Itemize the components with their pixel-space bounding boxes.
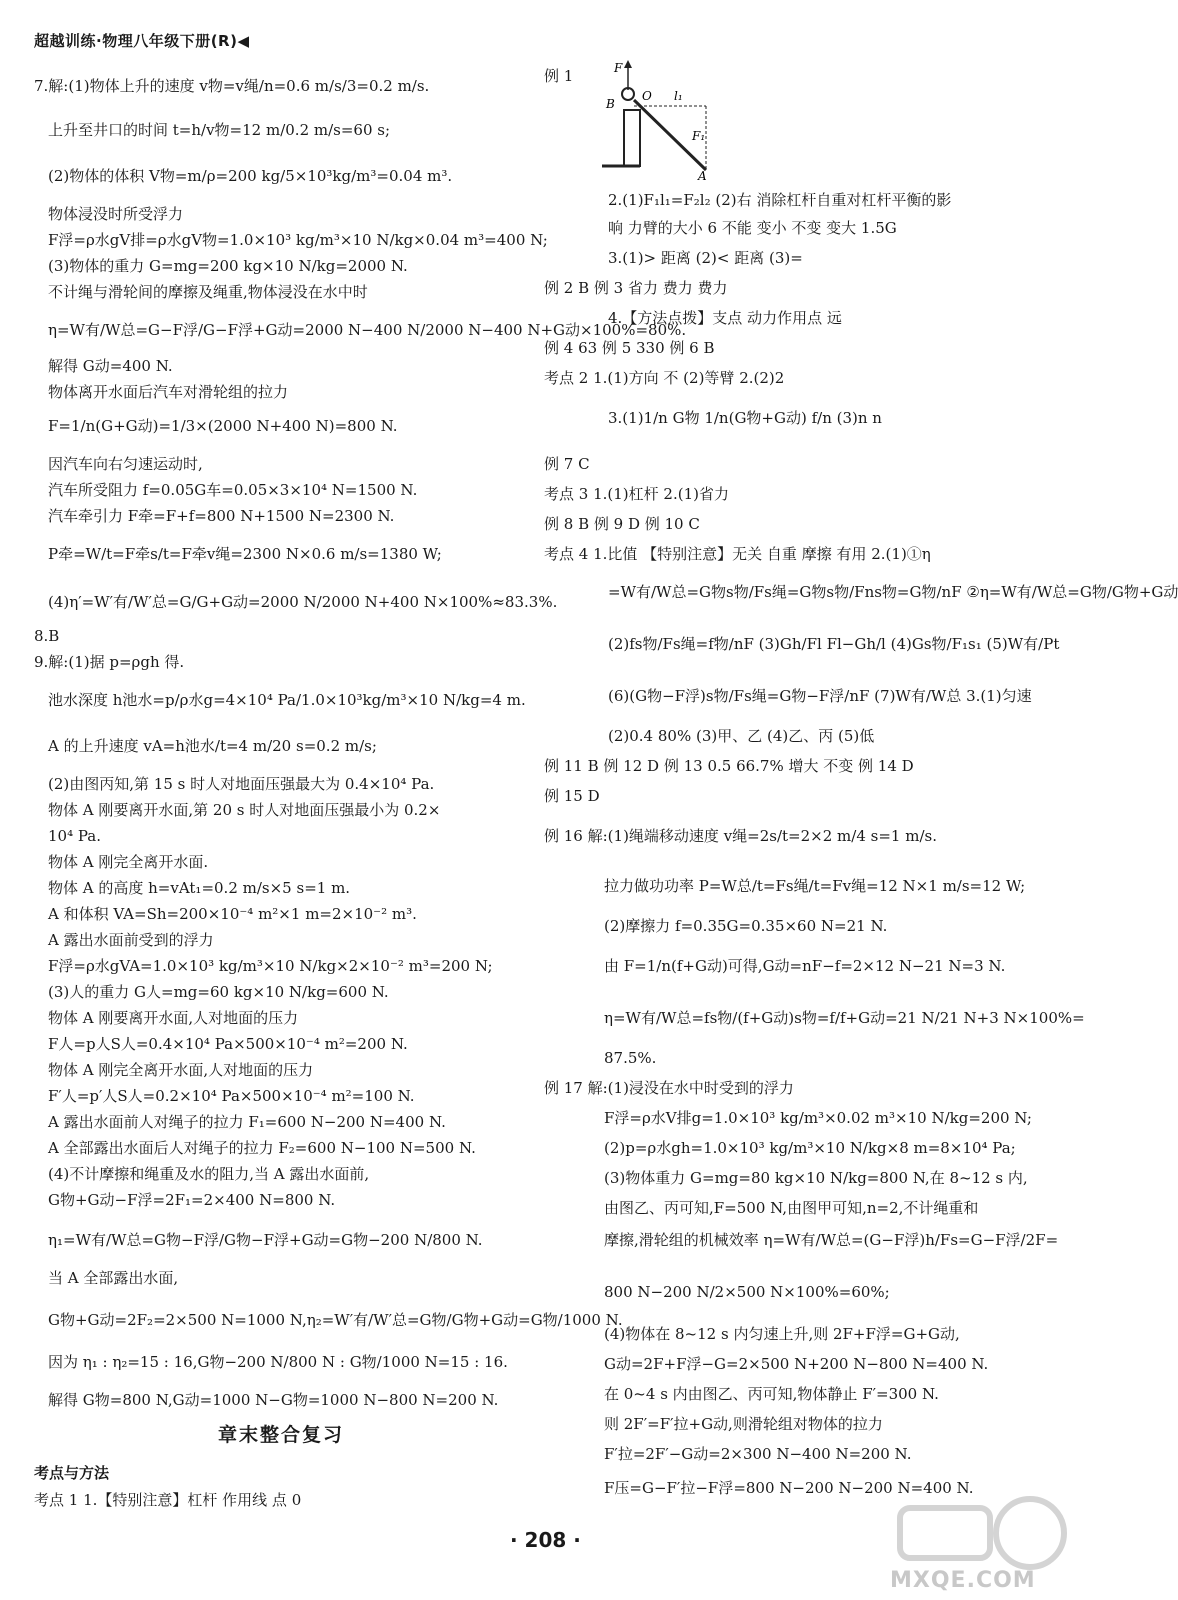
text-line: 拉力做功功率 P=W总/t=Fs绳/t=Fv绳=12 N×1 m/s=12 W; — [604, 877, 1026, 895]
text-line: 例 17 解:(1)浸没在水中时受到的浮力 — [544, 1079, 794, 1097]
text-line: A 露出水面前人对绳子的拉力 F₁=600 N−200 N=400 N. — [48, 1113, 446, 1131]
text-line: 汽车牵引力 F牵=F+f=800 N+1500 N=2300 N. — [48, 507, 395, 525]
text-line: G动=2F+F浮−G=2×500 N+200 N−800 N=400 N. — [604, 1355, 989, 1373]
text-line: (3)物体重力 G=mg=80 kg×10 N/kg=800 N,在 8~12 s 内, — [604, 1169, 1028, 1187]
watermark-text: MXQE.COM — [890, 1568, 1036, 1593]
text-line: (2)fs物/Fs绳=f物/nF (3)Gh/Fl Fl−Gh/l (4)Gs物/F₁s₁ (5)W有/Pt — [608, 635, 1060, 653]
text-line: =W有/W总=G物s物/Fs绳=G物s物/Fns物=G物/nF ②η=W有/W总=G物/G物+G动 — [608, 583, 1178, 601]
text-line: 4.【方法点拨】支点 动力作用点 远 — [608, 309, 842, 327]
label-A: A — [698, 169, 707, 183]
text-line: 800 N−200 N/2×500 N×100%=60%; — [604, 1283, 890, 1301]
text-line: 不计绳与滑轮间的摩擦及绳重,物体浸没在水中时 — [48, 283, 368, 301]
text-line: 物体 A 刚要离开水面,第 20 s 时人对地面压强最小为 0.2× — [48, 801, 441, 819]
text-line: F=1/n(G+G动)=1/3×(2000 N+400 N)=800 N. — [48, 417, 398, 435]
text-line: (3)人的重力 G人=mg=60 kg×10 N/kg=600 N. — [48, 983, 389, 1001]
label-O: O — [642, 89, 652, 103]
text-line: 10⁴ Pa. — [48, 827, 101, 845]
post-shape — [624, 110, 640, 166]
text-line: G物+G动−F浮=2F₁=2×400 N=800 N. — [48, 1191, 336, 1209]
text-line: (2)0.4 80% (3)甲、乙 (4)乙、丙 (5)低 — [608, 727, 875, 745]
text-line: (4)物体在 8~12 s 内匀速上升,则 2F+F浮=G+G动, — [604, 1325, 960, 1343]
text-line: (2)由图丙知,第 15 s 时人对地面压强最大为 0.4×10⁴ Pa. — [48, 775, 435, 793]
text-line: 物体 A 刚要离开水面,人对地面的压力 — [48, 1009, 299, 1027]
chapter-title: 章末整合复习 — [218, 1424, 345, 1446]
text-line: 87.5%. — [604, 1049, 657, 1067]
text-line: 例 11 B 例 12 D 例 13 0.5 66.7% 增大 不变 例 14 D — [544, 757, 914, 775]
text-line: 则 2F′=F′拉+G动,则滑轮组对物体的拉力 — [604, 1415, 883, 1433]
section-title: 考点与方法 — [34, 1464, 110, 1482]
text-line: 考点 1 1.【特别注意】杠杆 作用线 点 0 — [34, 1491, 302, 1509]
text-line: F压=G−F′拉−F浮=800 N−200 N−200 N=400 N. — [604, 1479, 974, 1497]
text-line: 物体浸没时所受浮力 — [48, 205, 184, 223]
text-line: 上升至井口的时间 t=h/v物=12 m/0.2 m/s=60 s; — [48, 121, 391, 139]
text-line: 7.解:(1)物体上升的速度 v物=v绳/n=0.6 m/s/3=0.2 m/s. — [34, 77, 430, 95]
text-line: 解得 G动=400 N. — [48, 357, 173, 375]
text-line: 例 15 D — [544, 787, 600, 805]
text-line: 由图乙、丙可知,F=500 N,由图甲可知,n=2,不计绳重和 — [604, 1199, 979, 1217]
text-line: η=W有/W总=G−F浮/G−F浮+G动=2000 N−400 N/2000 N−400 N+G动×100%=80%. — [48, 321, 687, 339]
text-line: 物体 A 刚完全离开水面. — [48, 853, 209, 871]
text-line: 考点 4 1.比值 【特别注意】无关 自重 摩擦 有用 2.(1)①η — [544, 545, 931, 563]
text-line: 在 0~4 s 内由图乙、丙可知,物体静止 F′=300 N. — [604, 1385, 939, 1403]
text-line: 3.(1)1/n G物 1/n(G物+G动) f/n (3)n n — [608, 409, 882, 427]
text-line: η=W有/W总=fs物/(f+G动)s物=f/f+G动=21 N/21 N+3 N×100%= — [604, 1009, 1085, 1027]
text-line: 因为 η₁ : η₂=15 : 16,G物−200 N/800 N : G物/1000 N=15 : 16. — [48, 1353, 508, 1371]
text-line: (2)摩擦力 f=0.35G=0.35×60 N=21 N. — [604, 917, 888, 935]
lever-figure — [594, 60, 724, 183]
label-l1: l₁ — [674, 89, 683, 103]
text-line: A 和体积 VA=Sh=200×10⁻⁴ m²×1 m=2×10⁻² m³. — [48, 905, 417, 923]
example-label: 例 1 — [544, 67, 574, 85]
text-line: 因汽车向右匀速运动时, — [48, 455, 203, 473]
text-line: 2.(1)F₁l₁=F₂l₂ (2)右 消除杠杆自重对杠杆平衡的影 — [608, 191, 952, 209]
text-line: 例 4 63 例 5 330 例 6 B — [544, 339, 715, 357]
label-F1: F₁ — [692, 129, 706, 143]
text-line: F′人=p′人S人=0.2×10⁴ Pa×500×10⁻⁴ m²=100 N. — [48, 1087, 415, 1105]
text-line: 9.解:(1)据 p=ρgh 得. — [34, 653, 185, 671]
text-line: 解得 G物=800 N,G动=1000 N−G物=1000 N−800 N=200 N. — [48, 1391, 499, 1409]
text-line: (4)η′=W′有/W′总=G/G+G动=2000 N/2000 N+400 N×100%≈83.3%. — [48, 593, 558, 611]
text-line: 摩擦,滑轮组的机械效率 η=W有/W总=(G−F浮)h/Fs=G−F浮/2F= — [604, 1231, 1059, 1249]
text-line: 当 A 全部露出水面, — [48, 1269, 179, 1287]
text-line: 8.B — [34, 627, 60, 645]
page-number: · 208 · — [510, 1528, 581, 1552]
text-line: F人=p人S人=0.4×10⁴ Pa×500×10⁻⁴ m²=200 N. — [48, 1035, 408, 1053]
label-B: B — [606, 97, 615, 111]
text-line: 物体离开水面后汽车对滑轮组的拉力 — [48, 383, 289, 401]
text-line: 例 2 B 例 3 省力 费力 费力 — [544, 279, 728, 297]
text-line: F浮=ρ水gV排=ρ水gV物=1.0×10³ kg/m³×10 N/kg×0.04 m³=400 N; — [48, 231, 548, 249]
text-line: 3.(1)> 距离 (2)< 距离 (3)= — [608, 249, 803, 267]
text-line: A 露出水面前受到的浮力 — [48, 931, 214, 949]
text-line: 例 7 C — [544, 455, 590, 473]
text-line: (2)p=ρ水gh=1.0×10³ kg/m³×10 N/kg×8 m=8×10⁴ Pa; — [604, 1139, 1016, 1157]
text-line: F浮=ρ水V排g=1.0×10³ kg/m³×0.02 m³×10 N/kg=200 N; — [604, 1109, 1032, 1127]
text-line: (2)物体的体积 V物=m/ρ=200 kg/5×10³kg/m³=0.04 m³. — [48, 167, 453, 185]
text-line: (4)不计摩擦和绳重及水的阻力,当 A 露出水面前, — [48, 1165, 370, 1183]
text-line: 考点 2 1.(1)方向 不 (2)等臂 2.(2)2 — [544, 369, 785, 387]
text-line: (3)物体的重力 G=mg=200 kg×10 N/kg=2000 N. — [48, 257, 408, 275]
text-line: F浮=ρ水gVA=1.0×10³ kg/m³×10 N/kg×2×10⁻² m³=200 N; — [48, 957, 493, 975]
text-line: 池水深度 h池水=p/ρ水g=4×10⁴ Pa/1.0×10³kg/m³×10 N/kg=4 m. — [48, 691, 526, 709]
page-header: 超越训练·物理八年级下册(R)◀ — [34, 32, 250, 50]
label-F: F — [614, 61, 623, 75]
text-line: η₁=W有/W总=G物−F浮/G物−F浮+G动=G物−200 N/800 N. — [48, 1231, 483, 1249]
text-line: A 的上升速度 vA=h池水/t=4 m/20 s=0.2 m/s; — [48, 737, 377, 755]
text-line: F′拉=2F′−G动=2×300 N−400 N=200 N. — [604, 1445, 912, 1463]
text-line: 物体 A 刚完全离开水面,人对地面的压力 — [48, 1061, 314, 1079]
text-line: 响 力臂的大小 6 不能 变小 不变 变大 1.5G — [608, 219, 897, 237]
text-line: G物+G动=2F₂=2×500 N=1000 N,η₂=W′有/W′总=G物/G物+G动=G物/1000 N. — [48, 1311, 623, 1329]
text-line: 例 8 B 例 9 D 例 10 C — [544, 515, 700, 533]
text-line: A 全部露出水面后人对绳子的拉力 F₂=600 N−100 N=500 N. — [48, 1139, 476, 1157]
text-line: P牵=W/t=F牵s/t=F牵v绳=2300 N×0.6 m/s=1380 W; — [48, 545, 442, 563]
text-line: 汽车所受阻力 f=0.05G车=0.05×3×10⁴ N=1500 N. — [48, 481, 418, 499]
arrow-head — [624, 60, 632, 68]
text-line: 例 16 解:(1)绳端移动速度 v绳=2s/t=2×2 m/4 s=1 m/s. — [544, 827, 937, 845]
text-line: 由 F=1/n(f+G动)可得,G动=nF−f=2×12 N−21 N=3 N. — [604, 957, 1006, 975]
text-line: (6)(G物−F浮)s物/Fs绳=G物−F浮/nF (7)W有/W总 3.(1)匀速 — [608, 687, 1032, 705]
text-line: 考点 3 1.(1)杠杆 2.(1)省力 — [544, 485, 729, 503]
text-line: 物体 A 的高度 h=vAt₁=0.2 m/s×5 s=1 m. — [48, 879, 351, 897]
